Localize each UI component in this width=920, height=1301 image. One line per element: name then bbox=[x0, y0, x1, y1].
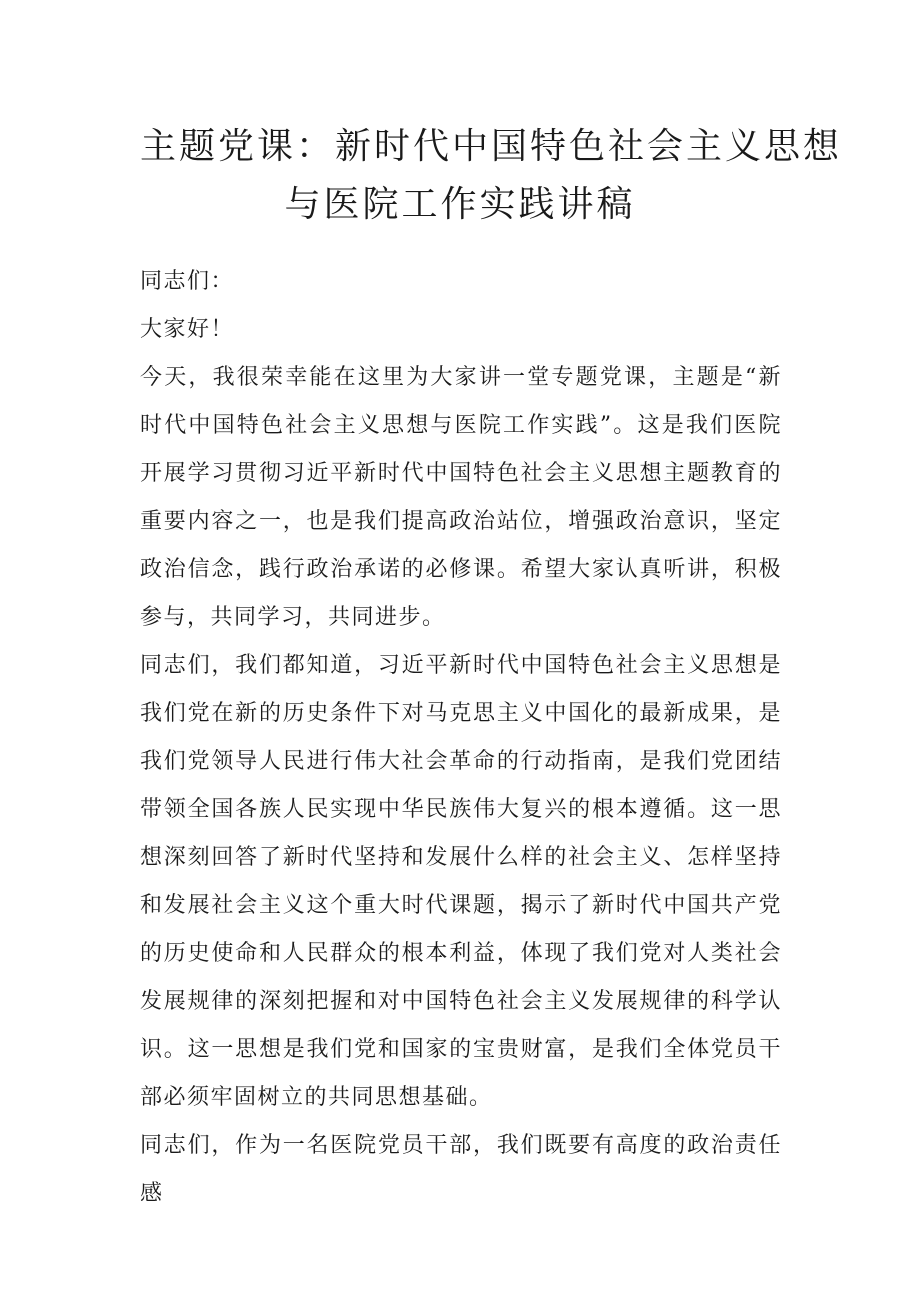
body-paragraph: 同志们，作为一名医院党员干部，我们既要有高度的政治责任感 bbox=[140, 1133, 782, 1206]
body-paragraph: 今天，我很荣幸能在这里为大家讲一堂专题党课，主题是“新时代中国特色社会主义思想与医院工作实践”。这是我们医院开展学习贯彻习近平新时代中国特色社会主义思想主题教育的重要内容之一，也是我们提高政治站位，增强政治意识，坚定政治信念，践行政治承诺的必修课。希望大家认真听讲，积极参与，共同学习，共同进步。 bbox=[140, 365, 782, 630]
document-body bbox=[140, 258, 782, 1218]
body-paragraph: 同志们，我们都知道，习近平新时代中国特色社会主义思想是我们党在新的历史条件下对马克思主义中国化的最新成果，是我们党领导人民进行伟大社会革命的行动指南，是我们党团结带领全国各族人民实现中华民族伟大复兴的根本遵循。这一思想深刻回答了新时代坚持和发展什么样的社会主义、怎样坚持和发展社会主义这个重大时代课题，揭示了新时代中国共产党的历史使命和人民群众的根本利益，体现了我们党对人类社会发展规律的深刻把握和对中国特色社会主义发展规律的科学认识。这一思想是我们党和国家的宝贵财富，是我们全体党员干部必须牢固树立的共同思想基础。 bbox=[140, 653, 782, 1110]
greeting: 大家好！ bbox=[140, 317, 235, 342]
title-line-1: 主题党课：新时代中国特色社会主义思想 bbox=[140, 126, 843, 167]
document-title bbox=[140, 118, 843, 234]
salutation: 同志们： bbox=[140, 269, 235, 294]
title-line-2: 与医院工作实践讲稿 bbox=[284, 184, 636, 225]
